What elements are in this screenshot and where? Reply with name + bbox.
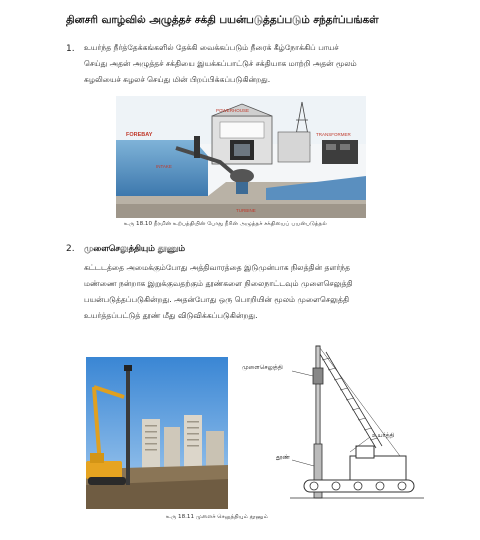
svg-text:TURBINE: TURBINE: [236, 208, 256, 213]
paragraph-hydro: [84, 40, 414, 88]
forebay-label: FOREBAY: [126, 132, 153, 138]
pile-driver-photo: [86, 357, 228, 509]
hammer-block: [313, 368, 323, 384]
paragraph-pile-driver: [84, 260, 419, 324]
excavator-body: [86, 461, 122, 479]
paragraph-line: உயர்த்தப்பட்டுத் தூண் மீது விடுவிக்கப்படுகின்றது.: [84, 311, 258, 320]
pile-mast: [126, 367, 130, 485]
hydro-dam-figure: [116, 96, 366, 218]
label-lifter: உயர்த்தி: [372, 432, 395, 439]
svg-text:INTAKE: INTAKE: [156, 164, 172, 169]
figure-caption: உரு 18.10 நீரமின் உற்பத்தியின் போது நீரின் அழுத்தச் சக்தியைப் பயன்படுத்தல்: [124, 221, 327, 227]
label-pile-driver: முளைசெலுத்தி: [242, 364, 283, 371]
turbine: [230, 169, 254, 183]
paragraph-line: உயர்ந்த நீர்த்தேக்கங்களில் தேக்கி வைக்கப்படும் நீரைக் கீழ்நோக்கிப் பாயச்: [84, 43, 339, 52]
item-number: 2.: [66, 244, 75, 254]
svg-text:POWERHOUSE: POWERHOUSE: [216, 108, 250, 113]
item-number: 1.: [66, 44, 75, 54]
section-heading: முளைசெலுத்தியும் தூணும்: [84, 243, 186, 253]
page-title: தினசரி வாழ்வில் அழுத்தச் சக்தி பயன்படுத்தப்படும் சந்தர்ப்பங்கள்: [66, 14, 379, 26]
pile-driver-diagram: [290, 340, 424, 508]
intake-gate: [194, 136, 200, 158]
paragraph-line: கட்டடத்தை அமைக்கும்போது அத்திவாரத்தை இடுமுன்பாக நிலத்தின் தளர்ந்த: [84, 263, 351, 272]
svg-text:TRANSFORMER: TRANSFORMER: [316, 132, 351, 137]
paragraph-line: சுழலியைச் சுழலச் செய்து மின் பிறப்பிக்கப்படுகின்றது.: [84, 75, 271, 84]
lifter-machine: [350, 456, 406, 480]
paragraph-line: செய்து அதன் அழுத்தச் சக்தியை இயக்கப்பாட்டுச் சக்தியாக மாற்றி அதன் மூலம்: [84, 59, 357, 68]
paragraph-line: பயன்படுத்தப்படுகின்றது. அதன்போது ஒரு பொறியின் மூலம் முளைசெலுத்தி: [84, 295, 350, 304]
figure-caption: உரு 18.11 முளைச் செலுத்தியும் தூணும்: [166, 514, 269, 520]
label-pile: தூண்: [276, 454, 290, 461]
paragraph-line: மண்ணை நன்றாக இறுக்குவதற்கும் தூண்களை நிலைநாட்டவும் முளைசெலுத்தி: [84, 279, 353, 288]
